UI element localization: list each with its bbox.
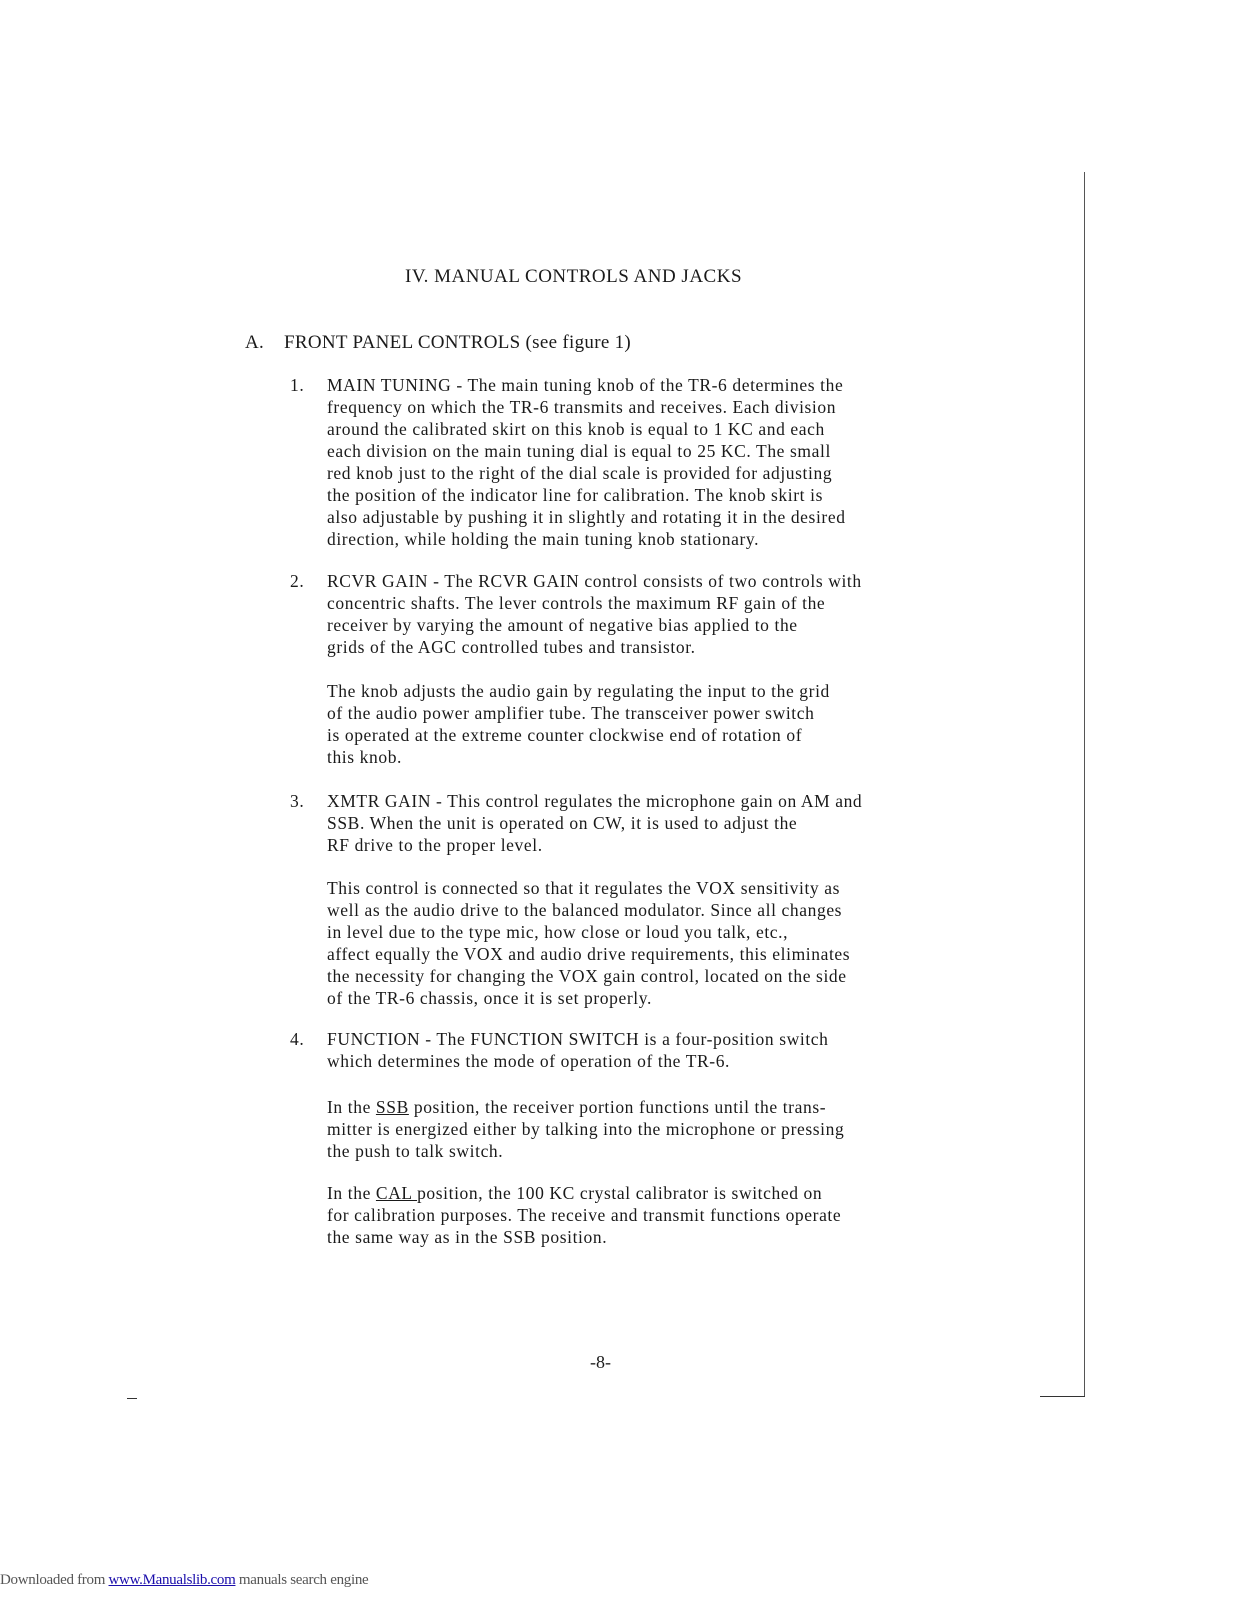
page-number: -8- (590, 1352, 611, 1372)
text-line: affect equally the VOX and audio drive requirements, this eliminates (327, 944, 851, 964)
text-line (327, 1096, 1007, 1118)
text-line: well as the audio drive to the balanced modulator. Since all changes (327, 900, 843, 920)
section-heading (245, 332, 631, 354)
text-line: grids of the AGC controlled tubes and transistor. (327, 637, 696, 657)
text-line: is operated at the extreme counter clockwise end of rotation of (327, 725, 803, 745)
text-line: also adjustable by pushing it in slightly and rotating it in the desired (327, 507, 846, 527)
text-line: RCVR GAIN - The RCVR GAIN control consists of two controls with (327, 571, 862, 591)
ssb-position-paragraph (327, 1096, 1007, 1162)
item-number: 1. (290, 375, 305, 395)
text-line: for calibration purposes. The receive and transmit functions operate (327, 1205, 842, 1225)
text-line: RF drive to the proper level. (327, 835, 543, 855)
text-line: XMTR GAIN - This control regulates the microphone gain on AM and (327, 791, 863, 811)
item-body (327, 1028, 1010, 1072)
text-line: each division on the main tuning dial is equal to 25 KC. The small (327, 441, 831, 461)
manualslib-link[interactable]: www.Manualslib.com (108, 1572, 236, 1588)
text-line: direction, while holding the main tuning knob stationary. (327, 529, 760, 549)
text-line: the position of the indicator line for calibration. The knob skirt is (327, 485, 823, 505)
chapter-title: IV. MANUAL CONTROLS AND JACKS (405, 266, 743, 287)
rcvr-gain-paragraph-2 (327, 680, 1007, 768)
text-line: the same way as in the SSB position. (327, 1227, 608, 1247)
item-number: 3. (290, 791, 305, 811)
text-line: in level due to the type mic, how close or loud you talk, etc., (327, 922, 789, 942)
text-line (327, 1182, 1007, 1204)
cal-term: CAL (375, 1183, 418, 1203)
item-xmtr-gain (290, 790, 1010, 856)
text-line: FUNCTION - The FUNCTION SWITCH is a four-position switch (327, 1029, 829, 1049)
text-line: the push to talk switch. (327, 1141, 504, 1161)
page-edge-line (1084, 172, 1085, 1397)
page-corner-line (1040, 1396, 1085, 1397)
text-line: receiver by varying the amount of negative bias applied to the (327, 615, 798, 635)
text-fragment: In the (327, 1183, 376, 1203)
text-line: mitter is energized either by talking into the microphone or pressing (327, 1119, 845, 1139)
footer-prefix: Downloaded from (0, 1572, 109, 1588)
text-line: the necessity for changing the VOX gain control, located on the side (327, 966, 847, 986)
item-number: 2. (290, 571, 305, 591)
item-rcvr-gain (290, 570, 1010, 658)
ssb-term: SSB (375, 1097, 409, 1117)
download-footer (0, 1572, 368, 1589)
item-body (327, 790, 1010, 856)
text-line: SSB. When the unit is operated on CW, it is used to adjust the (327, 813, 798, 833)
text-line: around the calibrated skirt on this knob is equal to 1 KC and each (327, 419, 825, 439)
item-body (327, 570, 1010, 658)
item-body (327, 374, 1010, 550)
xmtr-gain-paragraph-2 (327, 877, 1007, 1009)
text-line: frequency on which the TR-6 transmits and receives. Each division (327, 397, 837, 417)
text-line: which determines the mode of operation of the TR-6. (327, 1051, 731, 1071)
footer-suffix: manuals search engine (235, 1572, 369, 1588)
text-line: of the audio power amplifier tube. The transceiver power switch (327, 703, 815, 723)
item-number: 4. (290, 1029, 305, 1049)
item-function (290, 1028, 1010, 1072)
text-line: of the TR-6 chassis, once it is set properly. (327, 988, 652, 1008)
text-line: This control is connected so that it regulates the VOX sensitivity as (327, 878, 841, 898)
section-heading-text: FRONT PANEL CONTROLS (see figure 1) (284, 332, 632, 353)
text-line: concentric shafts. The lever controls the maximum RF gain of the (327, 593, 826, 613)
text-line: MAIN TUNING - The main tuning knob of the TR-6 determines the (327, 375, 844, 395)
text-line: this knob. (327, 747, 403, 767)
text-fragment: In the (327, 1097, 376, 1117)
text-fragment: position, the 100 KC crystal calibrator is switched on (417, 1183, 823, 1203)
item-main-tuning (290, 374, 1010, 550)
cal-position-paragraph (327, 1182, 1007, 1248)
section-letter: A. (245, 332, 265, 353)
text-line: red knob just to the right of the dial scale is provided for adjusting (327, 463, 833, 483)
scan-mark (127, 1398, 137, 1399)
text-fragment: position, the receiver portion functions until the trans- (408, 1097, 827, 1117)
text-line: The knob adjusts the audio gain by regulating the input to the grid (327, 681, 830, 701)
